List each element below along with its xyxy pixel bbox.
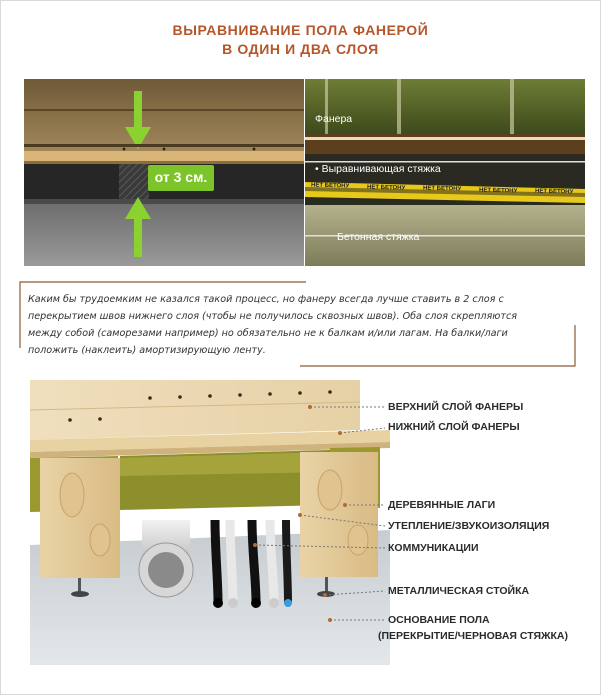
tape-text-2: НЕТ БЕТОНУ <box>366 184 406 192</box>
title-line-2: В ОДИН И ДВА СЛОЯ <box>222 41 379 57</box>
thickness-badge: от 3 см. <box>154 169 208 185</box>
tape-text-4: НЕТ БЕТОНУ <box>478 187 518 195</box>
tape-text-5: НЕТ БЕТОНУ <box>534 188 574 196</box>
legend-bottom-plywood: НИЖНИЙ СЛОЙ ФАНЕРЫ <box>388 421 520 433</box>
caption-text: Каким бы трудоемким не казался такой процесс, но фанеру всегда лучше ставить в 2 слоя с перекрытием швов нижнего слоя (чтобы не получилось сквозных швов). Оба слоя скрепляются между собой (саморезами например) но обязательно не к балкам и/или лагам. На балки/лаги положить (наклеить) амортизирующую ленту. <box>28 294 518 356</box>
label-plywood: Фанера <box>315 113 353 125</box>
label-concrete-screed: Бетонная стяжка <box>337 231 420 243</box>
legend-insulation: УТЕПЛЕНИЕ/ЗВУКОИЗОЛЯЦИЯ <box>388 520 550 532</box>
title-line-1: ВЫРАВНИВАНИЕ ПОЛА ФАНЕРОЙ <box>172 22 429 38</box>
label-leveling-screed: • Выравнивающая стяжка <box>315 163 441 175</box>
legend-wooden-joists: ДЕРЕВЯННЫЕ ЛАГИ <box>388 499 496 511</box>
tape-text-3: НЕТ БЕТОНУ <box>422 185 462 193</box>
legend-floor-base-note: (ПЕРЕКРЫТИЕ/ЧЕРНОВАЯ СТЯЖКА) <box>378 630 568 642</box>
legend-top-plywood: ВЕРХНИЙ СЛОЙ ФАНЕРЫ <box>388 401 524 413</box>
legend-utilities: КОММУНИКАЦИИ <box>388 542 479 554</box>
tape-text-1: НЕТ БЕТОНУ <box>310 182 350 190</box>
legend-floor-base: ОСНОВАНИЕ ПОЛА <box>388 614 490 626</box>
legend-metal-support: МЕТАЛЛИЧЕСКАЯ СТОЙКА <box>388 585 530 597</box>
